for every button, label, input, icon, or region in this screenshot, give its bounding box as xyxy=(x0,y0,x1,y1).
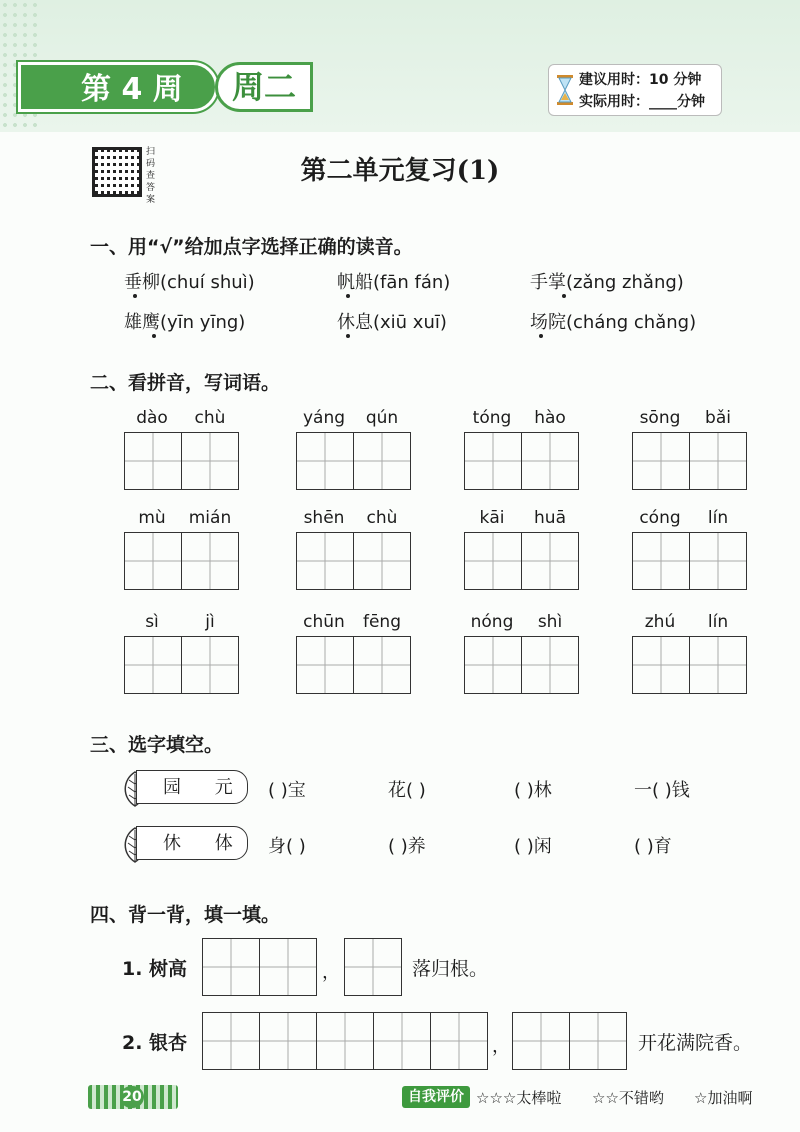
writing-cell[interactable] xyxy=(633,533,690,589)
pinyin-label: cóng xyxy=(639,508,681,528)
s4-grid-1a[interactable] xyxy=(202,938,317,996)
day-tab: 周二 xyxy=(215,62,313,112)
s4-grid-1b[interactable] xyxy=(344,938,402,996)
writing-cell[interactable] xyxy=(690,533,746,589)
fill-blank[interactable]: ( )林 xyxy=(514,780,552,801)
writing-cell[interactable] xyxy=(297,533,354,589)
s4-grid-2b[interactable] xyxy=(512,1012,627,1070)
section2-title: 二、看拼音，写词语。 xyxy=(90,372,281,394)
fill-blank[interactable]: ( )宝 xyxy=(268,780,306,801)
comma: ， xyxy=(322,962,340,983)
pinyin-label: shēn xyxy=(303,508,345,528)
s1-item: 手掌(zǎng zhǎng) xyxy=(530,272,684,293)
page-number: 20 xyxy=(120,1086,144,1108)
pinyin-label: mù xyxy=(138,508,166,528)
pinyin-label: jì xyxy=(205,612,215,632)
pinyin-label: tóng xyxy=(472,408,512,428)
s4-grid-2a[interactable] xyxy=(202,1012,488,1070)
emphasis-dot xyxy=(133,294,137,298)
s1-item: 垂柳(chuí shuì) xyxy=(124,272,255,293)
word-grid[interactable] xyxy=(124,636,239,694)
hourglass-icon xyxy=(557,75,573,105)
writing-cell[interactable] xyxy=(633,637,690,693)
s4-line1-suffix: 落归根。 xyxy=(412,958,489,980)
writing-cell[interactable] xyxy=(297,433,354,489)
word-grid[interactable] xyxy=(296,432,411,490)
writing-cell[interactable] xyxy=(465,533,522,589)
word-grid[interactable] xyxy=(464,636,579,694)
pinyin-label: qún xyxy=(365,408,399,428)
emphasis-dot xyxy=(346,334,350,338)
fill-blank[interactable]: 花( ) xyxy=(388,780,426,801)
fill-blank[interactable]: ( )养 xyxy=(388,836,426,857)
week-tab: 第 4 周 xyxy=(18,62,218,112)
word-grid[interactable] xyxy=(632,432,747,490)
suggested-time: 建议用时：10 分钟 xyxy=(579,72,702,88)
choice-box-1: 园 元 xyxy=(136,770,248,804)
section3-title: 三、选字填空。 xyxy=(90,734,224,756)
writing-cell[interactable] xyxy=(465,433,522,489)
writing-cell[interactable] xyxy=(690,637,746,693)
writing-cell[interactable] xyxy=(297,637,354,693)
writing-cell[interactable] xyxy=(182,433,238,489)
writing-cell[interactable] xyxy=(690,433,746,489)
writing-cell[interactable] xyxy=(354,433,410,489)
emphasis-dot xyxy=(346,294,350,298)
s1-item: 帆船(fān fán) xyxy=(337,272,451,293)
word-grid[interactable] xyxy=(464,532,579,590)
writing-cell[interactable] xyxy=(522,637,578,693)
pinyin-label: dào xyxy=(136,408,168,428)
pinyin-label: chù xyxy=(366,508,398,528)
writing-cell[interactable] xyxy=(633,433,690,489)
emphasis-dot xyxy=(562,294,566,298)
fill-blank[interactable]: ( )闲 xyxy=(514,836,552,857)
emphasis-dot xyxy=(539,334,543,338)
s1-item: 休息(xiū xuī) xyxy=(337,312,447,333)
pinyin-label: mián xyxy=(188,508,232,528)
s4-line2-suffix: 开花满院香。 xyxy=(638,1032,753,1054)
pinyin-label: chù xyxy=(194,408,226,428)
word-grid[interactable] xyxy=(464,432,579,490)
word-grid[interactable] xyxy=(124,432,239,490)
word-grid[interactable] xyxy=(124,532,239,590)
writing-cell[interactable] xyxy=(125,533,182,589)
pinyin-label: hào xyxy=(534,408,566,428)
rating-great[interactable]: ☆☆☆太棒啦 xyxy=(476,1089,562,1107)
pinyin-label: sōng xyxy=(639,408,681,428)
pinyin-label: sì xyxy=(145,612,159,632)
s4-line1-prefix: 1. 树高 xyxy=(122,958,188,980)
word-grid[interactable] xyxy=(632,532,747,590)
rating-try[interactable]: ☆加油啊 xyxy=(694,1089,753,1107)
comma: ， xyxy=(492,1036,510,1057)
pinyin-label: bǎi xyxy=(705,408,731,428)
writing-cell[interactable] xyxy=(125,637,182,693)
writing-cell[interactable] xyxy=(182,637,238,693)
pinyin-label: fēng xyxy=(362,612,401,632)
choice-box-2: 休 体 xyxy=(136,826,248,860)
fill-blank[interactable]: 身( ) xyxy=(268,836,306,857)
word-grid[interactable] xyxy=(632,636,747,694)
actual-time: 实际用时：____分钟 xyxy=(579,94,705,110)
word-grid[interactable] xyxy=(296,636,411,694)
pinyin-label: kāi xyxy=(479,508,505,528)
s1-item: 场院(cháng chǎng) xyxy=(530,312,697,333)
s4-line2-prefix: 2. 银杏 xyxy=(122,1032,188,1054)
self-eval-badge: 自我评价 xyxy=(402,1086,470,1108)
page-title: 第二单元复习(1) xyxy=(300,156,500,186)
pinyin-label: nóng xyxy=(470,612,514,632)
page-number-badge xyxy=(88,1085,178,1109)
qr-caption: 扫码查答案 xyxy=(146,147,156,205)
pinyin-label: lín xyxy=(707,612,729,632)
writing-cell[interactable] xyxy=(522,433,578,489)
section4-title: 四、背一背，填一填。 xyxy=(90,904,281,926)
s1-item: 雄鹰(yīn yīng) xyxy=(124,312,246,333)
section1-title: 一、用“√”给加点字选择正确的读音。 xyxy=(90,236,413,258)
writing-cell[interactable] xyxy=(354,533,410,589)
pinyin-label: lín xyxy=(707,508,729,528)
fill-blank[interactable]: ( )育 xyxy=(634,836,672,857)
writing-cell[interactable] xyxy=(522,533,578,589)
pinyin-label: yáng xyxy=(302,408,346,428)
emphasis-dot xyxy=(152,334,156,338)
rating-good[interactable]: ☆☆不错哟 xyxy=(592,1089,664,1107)
writing-cell[interactable] xyxy=(125,433,182,489)
pinyin-label: zhú xyxy=(644,612,676,632)
pinyin-label: shì xyxy=(537,612,563,632)
writing-cell[interactable] xyxy=(182,533,238,589)
fill-blank[interactable]: 一( )钱 xyxy=(634,780,690,801)
pinyin-label: chūn xyxy=(303,612,345,632)
writing-cell[interactable] xyxy=(465,637,522,693)
pinyin-label: huā xyxy=(534,508,566,528)
writing-cell[interactable] xyxy=(354,637,410,693)
time-box xyxy=(548,64,722,116)
word-grid[interactable] xyxy=(296,532,411,590)
